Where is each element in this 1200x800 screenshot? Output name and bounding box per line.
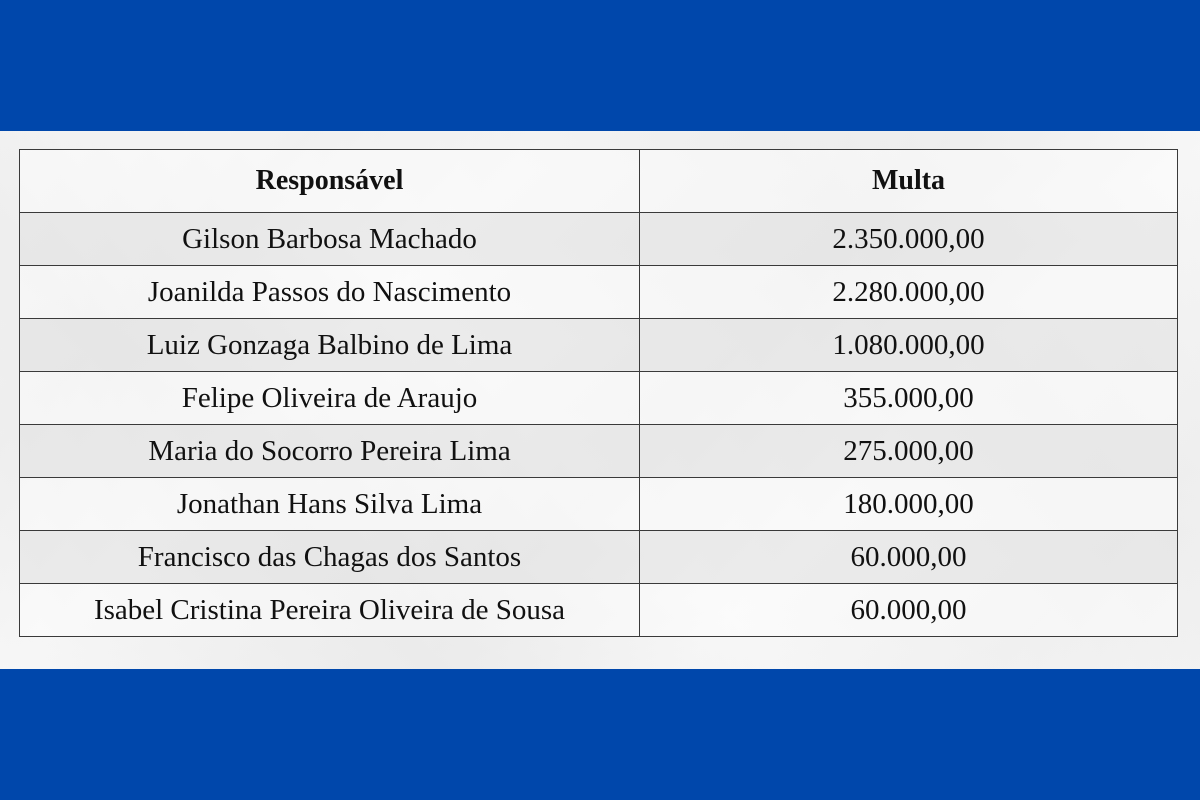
cell-name: Joanilda Passos do Nascimento: [20, 266, 640, 319]
table-row: [20, 584, 1178, 637]
table-row: [20, 425, 1178, 478]
cell-name: Felipe Oliveira de Araujo: [20, 372, 640, 425]
cell-fine: 275.000,00: [640, 425, 1178, 478]
table-row: [20, 372, 1178, 425]
table-row: [20, 531, 1178, 584]
header-multa: Multa: [640, 150, 1178, 213]
cell-fine: 180.000,00: [640, 478, 1178, 531]
paper-background: [0, 131, 1200, 669]
cell-name: Gilson Barbosa Machado: [20, 213, 640, 266]
cell-fine: 355.000,00: [640, 372, 1178, 425]
cell-fine: 1.080.000,00: [640, 319, 1178, 372]
table-row: [20, 319, 1178, 372]
cell-name: Luiz Gonzaga Balbino de Lima: [20, 319, 640, 372]
cell-name: Jonathan Hans Silva Lima: [20, 478, 640, 531]
bottom-blue-band: [0, 669, 1200, 800]
cell-name: Francisco das Chagas dos Santos: [20, 531, 640, 584]
header-row: [20, 150, 1178, 213]
table-row: [20, 266, 1178, 319]
cell-name: Isabel Cristina Pereira Oliveira de Sousa: [20, 584, 640, 637]
fines-table: [19, 149, 1178, 637]
header-responsavel: Responsável: [20, 150, 640, 213]
cell-fine: 60.000,00: [640, 584, 1178, 637]
top-blue-band: [0, 0, 1200, 131]
cell-fine: 2.350.000,00: [640, 213, 1178, 266]
cell-fine: 2.280.000,00: [640, 266, 1178, 319]
table-row: [20, 478, 1178, 531]
cell-fine: 60.000,00: [640, 531, 1178, 584]
table-row: [20, 213, 1178, 266]
cell-name: Maria do Socorro Pereira Lima: [20, 425, 640, 478]
